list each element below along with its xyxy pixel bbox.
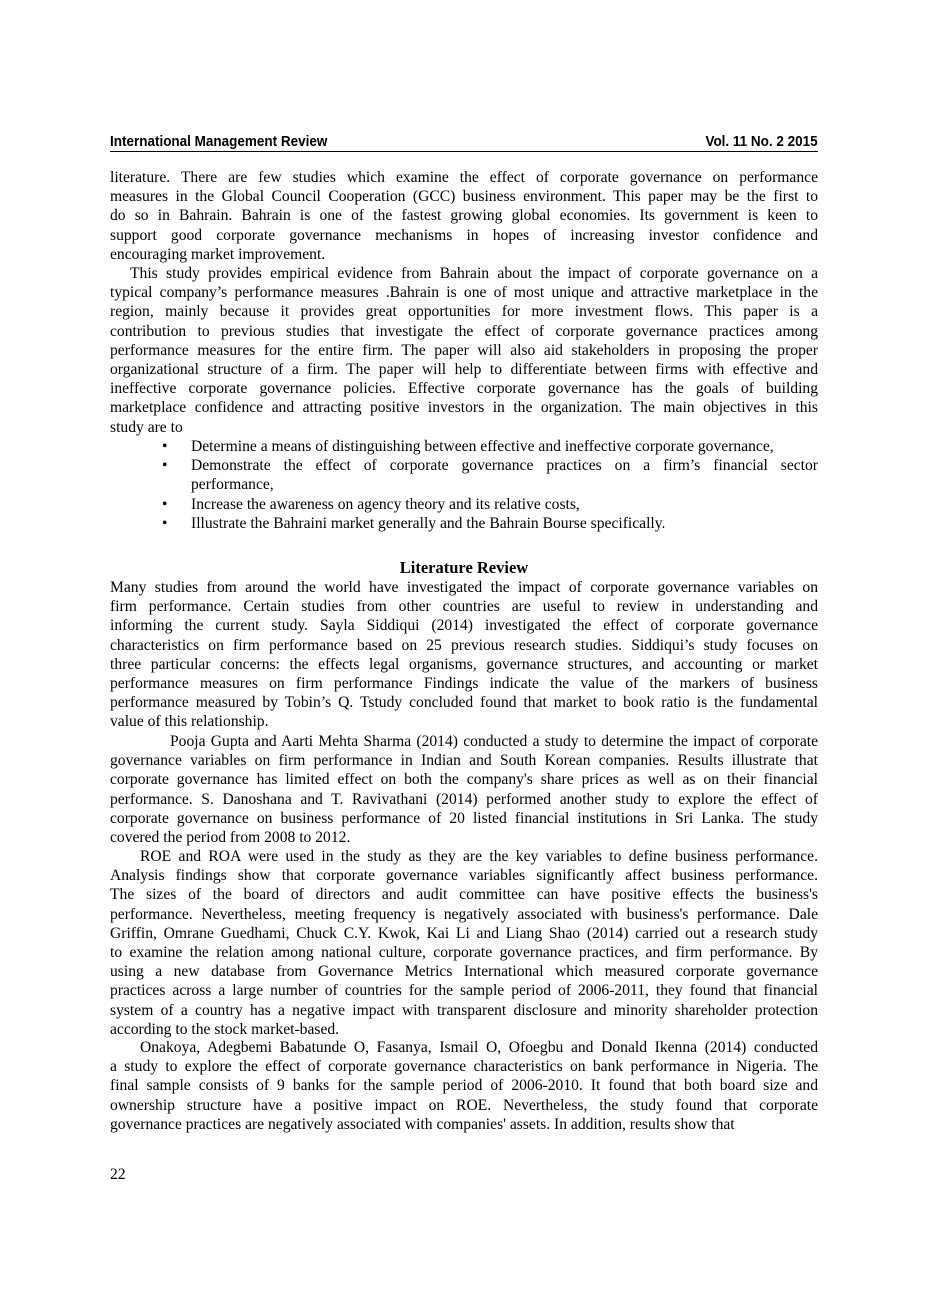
objective-text: [191, 437, 818, 456]
text-line: performance measures on firm performance Findings indicate the value of the markers of business: [110, 674, 818, 692]
text-line: according to the stock market-based.: [110, 1020, 340, 1038]
text-line: firm performance. Certain studies from other countries are useful to review in understanding and: [110, 598, 818, 616]
paragraph-literature-3: [110, 847, 818, 1039]
bullet-icon: •: [162, 438, 168, 455]
paragraph-2: [110, 264, 818, 437]
text-line: three particular concerns: the effects legal organisms, governance structures, and accounting or market: [110, 655, 818, 673]
text-line: system of a country has a negative impact with transparent disclosure and minority shareholder protection: [110, 1001, 818, 1019]
paragraph-literature-4: [110, 1038, 818, 1134]
text-line: organizational structure of a firm. The paper will help to differentiate between firms with effective and: [110, 360, 818, 378]
text-line: Demonstrate the effect of corporate governance practices on a firm’s financial sector: [191, 457, 818, 475]
text-line: Increase the awareness on agency theory and its relative costs,: [191, 495, 580, 513]
text-line: to examine the relation among national culture, corporate governance practices, and firm performance. By: [110, 943, 818, 961]
text-line: Many studies from around the world have investigated the impact of corporate governance variables on: [110, 579, 818, 596]
text-line: ownership structure have a positive impact on ROE. Nevertheless, the study found that corporate: [110, 1096, 818, 1114]
text-line: using a new database from Governance Metrics International which measured corporate governance: [110, 963, 818, 981]
text-line: corporate governance has limited effect on both the company's share prices as well as on their financial: [110, 771, 818, 789]
bullet-icon: •: [162, 514, 168, 532]
text-line: corporate governance on business performance of 20 listed financial institutions in Sri Lanka. The study: [110, 809, 818, 827]
text-line: performance measures for the entire firm. The paper will also aid stakeholders in proposing the proper: [110, 341, 818, 359]
objective-text: [191, 456, 818, 494]
bullet-icon: •: [162, 457, 168, 475]
text-line: encouraging market improvement.: [110, 245, 326, 263]
text-line: governance variables on firm performance in Indian and South Korean companies. Results illustrate that: [110, 752, 818, 770]
objective-list-item: [110, 495, 818, 514]
text-line: performance. S. Danoshana and T. Ravivathani (2014) performed another study to explore the effect of: [110, 790, 818, 808]
text-line: final sample consists of 9 banks for the sample period of 2006-2010. It found that both board size and: [110, 1077, 818, 1095]
page-number: 22: [110, 1166, 126, 1183]
text-line: practices across a large number of countries for the sample period of 2006-2011, they found that financial: [110, 982, 818, 1000]
objective-list-item: [110, 514, 818, 533]
text-line: performance,: [191, 476, 274, 494]
text-line: contribution to previous studies that investigate the effect of corporate governance practices among: [110, 322, 818, 340]
text-line: informing the current study. Sayla Siddiqui (2014) investigated the effect of corporate governance: [110, 617, 818, 635]
text-line: measures in the Global Council Cooperation (GCC) business environment. This paper may be the first to: [110, 188, 818, 206]
text-line: Griffin, Omrane Guedhami, Chuck C.Y. Kwok, Kai Li and Liang Shao (2014) carried out a research study: [110, 924, 818, 942]
text-line: The sizes of the board of directors and audit committee can have positive effects the business's: [110, 886, 818, 904]
objectives-list: [110, 437, 818, 533]
text-line: a study to explore the effect of corporate governance characteristics on bank performance in Nigeria. The: [110, 1058, 818, 1076]
paragraph-1: [110, 168, 818, 264]
issue-info: Vol. 11 No. 2 2015: [705, 134, 818, 150]
text-line: do so in Bahrain. Bahrain is one of the fastest growing global economies. Its government is keen to: [110, 207, 818, 225]
text-line: marketplace confidence and attracting positive investors in the organization. The main objectives in this: [110, 399, 818, 417]
paragraph-5: [110, 847, 818, 1039]
text-line: Determine a means of distinguishing between effective and ineffective corporate governance,: [191, 438, 774, 455]
paragraph-intro-continued: [110, 168, 818, 264]
text-line: literature. There are few studies which examine the effect of corporate governance on performance: [110, 169, 818, 186]
text-line: performance. Nevertheless, meeting frequency is negatively associated with business's performance. Dale: [110, 905, 818, 923]
paragraph-3: [110, 578, 818, 732]
text-line: ROE and ROA were used in the study as they are the key variables to define business performance.: [140, 848, 818, 865]
paragraph-study-overview: [110, 264, 818, 437]
text-line: region, mainly because it provides great opportunities for more investment flows. This paper is a: [110, 303, 818, 321]
text-line: covered the period from 2008 to 2012.: [110, 828, 351, 846]
journal-title: International Management Review: [110, 134, 328, 150]
paragraph-literature-2: [110, 732, 818, 847]
text-line: ineffective corporate governance policies. Effective corporate governance has the goals of building: [110, 380, 818, 398]
running-header: [110, 133, 818, 152]
text-line: value of this relationship.: [110, 713, 269, 731]
paragraph-4: [110, 732, 818, 847]
objective-text: [191, 495, 818, 514]
text-line: governance practices are negatively associated with companies' assets. In addition, results show that: [110, 1115, 735, 1133]
text-line: Onakoya, Adegbemi Babatunde O, Fasanya, Ismail O, Ofoegbu and Donald Ikenna (2014) conducted: [140, 1039, 818, 1056]
text-line: study are to: [110, 418, 183, 436]
text-line: characteristics on firm performance based on 25 previous research studies. Siddiqui’s study focuses on: [110, 636, 818, 654]
text-line: performance measured by Tobin’s Q. Tstudy concluded found that market to book ratio is the fundamental: [110, 694, 818, 712]
objective-list-item: [110, 437, 818, 456]
text-line: Analysis findings show that corporate governance variables significantly affect business performance.: [110, 867, 818, 885]
text-line: Pooja Gupta and Aarti Mehta Sharma (2014) conducted a study to determine the impact of corporate: [170, 733, 818, 750]
objective-text: [191, 514, 818, 533]
text-line: typical company’s performance measures .Bahrain is one of most unique and attractive marketplace in the: [110, 284, 818, 302]
bullet-icon: •: [162, 495, 168, 513]
text-line: support good corporate governance mechanisms in hopes of increasing investor confidence and: [110, 226, 818, 244]
objective-list-item: [110, 456, 818, 494]
text-line: Illustrate the Bahraini market generally and the Bahrain Bourse specifically.: [191, 514, 666, 532]
paragraph-literature-1: [110, 578, 818, 732]
text-line: This study provides empirical evidence from Bahrain about the impact of corporate governance on a: [130, 265, 818, 282]
section-heading-literature-review: Literature Review: [399, 558, 529, 577]
paragraph-6: [110, 1038, 818, 1134]
